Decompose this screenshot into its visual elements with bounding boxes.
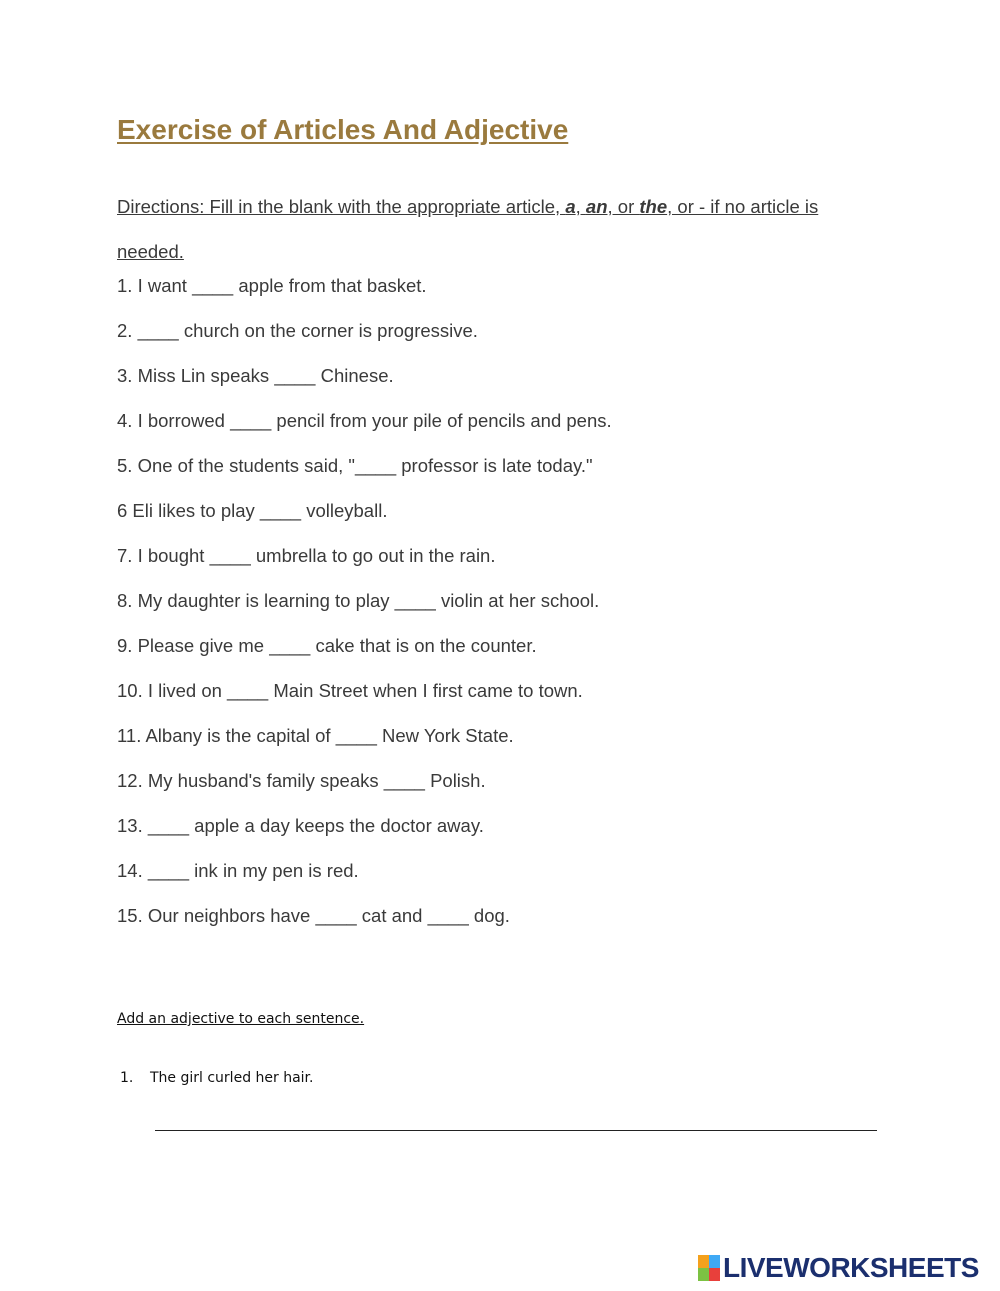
- question-12: 12. My husband's family speaks ____ Polish.: [117, 770, 486, 791]
- question-7: 7. I bought ____ umbrella to go out in the rain.: [117, 545, 496, 566]
- directions-suffix: , or - if no article is needed.: [117, 196, 819, 262]
- question-1: 1. I want ____ apple from that basket.: [117, 275, 427, 296]
- adjective-item-number: 1.: [120, 1070, 134, 1086]
- answer-line[interactable]: [155, 1130, 877, 1131]
- logo-square-v: [698, 1268, 709, 1281]
- question-10: 10. I lived on ____ Main Street when I first came to town.: [117, 680, 583, 701]
- liveworksheets-logo-icon: [698, 1255, 720, 1281]
- question-5: 5. One of the students said, "____ professor is late today.": [117, 455, 593, 476]
- logo-square-l: [698, 1255, 709, 1268]
- question-6: 6 Eli likes to play ____ volleyball.: [117, 500, 388, 521]
- question-15: 15. Our neighbors have ____ cat and ____ dog.: [117, 905, 510, 926]
- article-the: the: [639, 196, 668, 217]
- liveworksheets-wordmark: LIVEWORKSHEETS: [723, 1252, 979, 1283]
- worksheet-title: Exercise of Articles And Adjective: [117, 114, 569, 145]
- question-2: 2. ____ church on the corner is progressive.: [117, 320, 478, 341]
- question-14: 14. ____ ink in my pen is red.: [117, 860, 359, 881]
- liveworksheets-logo: [698, 1252, 979, 1284]
- adjective-item: [120, 1070, 313, 1086]
- question-11: 11. Albany is the capital of ____ New York State.: [117, 725, 514, 746]
- directions: [117, 184, 877, 274]
- article-a: a: [565, 196, 576, 217]
- question-3: 3. Miss Lin speaks ____ Chinese.: [117, 365, 394, 386]
- article-an: an: [585, 196, 608, 217]
- directions-prefix: Directions: Fill in the blank with the appropriate article,: [117, 196, 566, 217]
- question-4: 4. I borrowed ____ pencil from your pile of pencils and pens.: [117, 410, 612, 431]
- adjective-item-text: The girl curled her hair.: [150, 1070, 314, 1086]
- logo-square-i: [709, 1255, 720, 1268]
- directions-sep2: , or: [607, 196, 640, 217]
- adjective-section-heading: Add an adjective to each sentence.: [117, 1011, 365, 1027]
- directions-sep1: ,: [575, 196, 586, 217]
- question-9: 9. Please give me ____ cake that is on the counter.: [117, 635, 537, 656]
- logo-square-e: [709, 1268, 720, 1281]
- question-8: 8. My daughter is learning to play ____ violin at her school.: [117, 590, 600, 611]
- question-13: 13. ____ apple a day keeps the doctor away.: [117, 815, 484, 836]
